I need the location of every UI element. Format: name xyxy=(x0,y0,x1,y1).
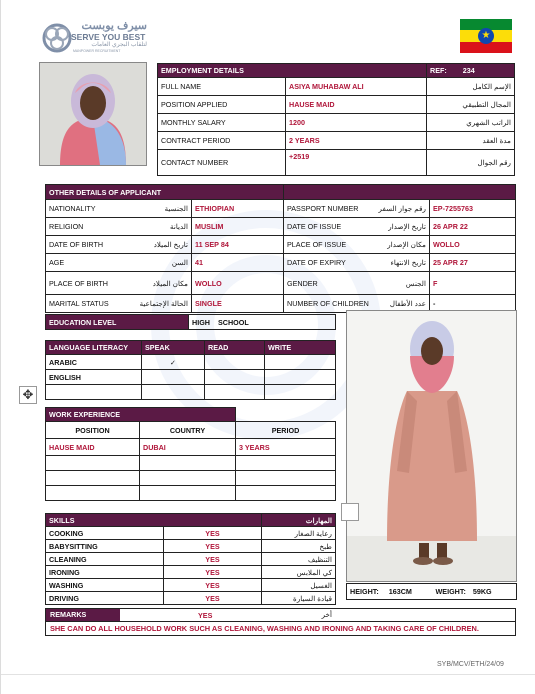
skill-ironing-arabic: كي الملابس xyxy=(262,566,336,579)
arabic-speak-check: ✓ xyxy=(142,355,205,370)
logo-company-name: SERVE YOU BEST xyxy=(71,32,146,42)
logo-subtitle-arabic: لتلقاب البجري العامات xyxy=(91,42,147,48)
position-applied-value: HAUSE MAID xyxy=(286,96,427,114)
skill-ironing-value: YES xyxy=(164,566,262,579)
applicant-portrait-photo xyxy=(39,62,147,166)
contact-number-label: CONTACT NUMBER xyxy=(158,150,286,176)
height-value: 163CM xyxy=(388,587,412,596)
employment-details-header: EMPLOYMENT DETAILS xyxy=(158,64,427,78)
logo-subtitle: MANPOWER RECRUITMENT xyxy=(73,49,121,53)
skill-babysitting-label: BABYSITTING xyxy=(46,540,164,553)
skill-babysitting-arabic: طبخ xyxy=(262,540,336,553)
language-arabic-label: ARABIC xyxy=(46,355,142,370)
skill-other-arabic: أخر xyxy=(321,610,332,619)
skill-washing-value: YES xyxy=(164,579,262,592)
education-level-value: HIGH SCHOOL xyxy=(189,315,336,330)
skill-cooking-arabic: رعاية الصغار xyxy=(262,527,336,540)
read-header: READ xyxy=(205,341,265,355)
arabic-read-cell xyxy=(205,355,265,370)
work-position-header: POSITION xyxy=(46,422,140,439)
skill-cooking-label: COOKING xyxy=(46,527,164,540)
place-of-issue-label: PLACE OF ISSUE مكان الإصدار xyxy=(284,236,430,254)
speak-header: SPEAK xyxy=(142,341,205,355)
remarks-section xyxy=(45,608,516,636)
other-details-header: OTHER DETAILS OF APPLICANT xyxy=(46,185,284,200)
skills-header-arabic: المهارات xyxy=(262,514,336,527)
date-of-issue-label: DATE OF ISSUE تاريخ الإصدار xyxy=(284,218,430,236)
height-label: HEIGHT: xyxy=(350,587,379,596)
date-of-issue-value: 26 APR 22 xyxy=(430,218,516,236)
document-code: SYB/MCV/ETH/24/09 xyxy=(437,661,504,668)
skill-driving-label: DRIVING xyxy=(46,592,164,605)
applicant-full-body-photo xyxy=(346,310,517,582)
ethiopia-flag-icon: ★ xyxy=(460,19,512,53)
place-of-birth-value: WOLLO xyxy=(192,272,284,295)
contract-period-value: 2 YEARS xyxy=(286,132,427,150)
weight-cell xyxy=(433,584,517,600)
skill-cleaning-label: CLEANING xyxy=(46,553,164,566)
english-speak-cell xyxy=(142,370,205,385)
skill-washing-label: WASHING xyxy=(46,579,164,592)
image-anchor-box[interactable] xyxy=(341,503,359,521)
skill-driving-value: YES xyxy=(164,592,262,605)
remarks-label: REMARKS xyxy=(46,609,120,621)
skill-cooking-value: YES xyxy=(164,527,262,540)
logo-arabic-text: سيرف يوبست xyxy=(81,20,147,32)
religion-label: RELIGION xyxy=(46,218,116,236)
skills-header: SKILLS xyxy=(46,514,262,527)
english-write-cell xyxy=(265,370,336,385)
passport-number-label: PASSPORT NUMBER رقم جواز السفر xyxy=(284,200,430,218)
company-logo xyxy=(39,18,149,58)
arabic-write-cell xyxy=(265,355,336,370)
contact-number-arabic: رقم الجوال xyxy=(427,150,515,176)
gender-value: F xyxy=(430,272,516,295)
ref-label: REF: xyxy=(430,66,447,75)
height-cell xyxy=(347,584,433,600)
religion-value: MUSLIM xyxy=(192,218,284,236)
work-position-value: HAUSE MAID xyxy=(46,439,140,456)
place-of-birth-arabic: مكان الميلاد xyxy=(116,272,192,295)
ref-value: 234 xyxy=(462,66,475,75)
position-applied-arabic: المجال التطبيقي xyxy=(427,96,515,114)
weight-value: 59KG xyxy=(472,587,492,596)
other-details-table xyxy=(45,184,516,313)
age-arabic: السن xyxy=(116,254,192,272)
full-name-value: ASIYA MUHABAW ALI xyxy=(286,78,427,96)
marital-status-arabic: الحالة الإجتماعية xyxy=(116,295,192,313)
place-of-birth-label: PLACE OF BIRTH xyxy=(46,272,116,295)
work-experience-table xyxy=(45,407,336,501)
write-header: WRITE xyxy=(265,341,336,355)
full-name-label: FULL NAME xyxy=(158,78,286,96)
monthly-salary-arabic: الراتب الشهري xyxy=(427,114,515,132)
language-literacy-header: LANGUAGE LITERACY xyxy=(46,341,142,355)
contract-period-arabic: مدة العقد xyxy=(427,132,515,150)
date-of-expiry-value: 25 APR 27 xyxy=(430,254,516,272)
religion-arabic: الديانة xyxy=(116,218,192,236)
number-of-children-value: - xyxy=(430,295,516,313)
remarks-text: SHE CAN DO ALL HOUSEHOLD WORK SUCH AS CLEANING, WASHING AND IRONING AND TAKING CARE OF CHILDREN. xyxy=(50,624,479,633)
skill-driving-arabic: قيادة السيارة xyxy=(262,592,336,605)
ref-cell xyxy=(427,64,515,78)
skill-other-value: YES xyxy=(198,611,213,620)
nationality-arabic: الجنسية xyxy=(116,200,192,218)
employment-details-table xyxy=(157,63,515,176)
skill-babysitting-value: YES xyxy=(164,540,262,553)
passport-number-value: EP-7255763 xyxy=(430,200,516,218)
skill-washing-arabic: الغسيل xyxy=(262,579,336,592)
work-period-header: PERIOD xyxy=(236,422,336,439)
language-table xyxy=(45,340,336,400)
table-move-handle-icon[interactable]: ✥ xyxy=(19,386,37,404)
work-country-header: COUNTRY xyxy=(140,422,236,439)
english-read-cell xyxy=(205,370,265,385)
skills-table xyxy=(45,513,336,605)
age-label: AGE xyxy=(46,254,116,272)
place-of-issue-value: WOLLO xyxy=(430,236,516,254)
position-applied-label: POSITION APPLIED xyxy=(158,96,286,114)
work-country-value: DUBAI xyxy=(140,439,236,456)
weight-label: WEIGHT: xyxy=(435,587,466,596)
education-table xyxy=(45,314,336,330)
full-name-arabic: الإسم الكامل xyxy=(427,78,515,96)
contact-number-value: +2519 xyxy=(286,150,427,176)
date-of-birth-value: 11 SEP 84 xyxy=(192,236,284,254)
language-english-label: ENGLISH xyxy=(46,370,142,385)
skill-cleaning-arabic: التنظيف xyxy=(262,553,336,566)
date-of-birth-label: DATE OF BIRTH xyxy=(46,236,116,254)
gender-label: GENDER الجنس xyxy=(284,272,430,295)
marital-status-value: SINGLE xyxy=(192,295,284,313)
number-of-children-label: NUMBER OF CHILDREN عدد الأطفال xyxy=(284,295,430,313)
monthly-salary-label: MONTHLY SALARY xyxy=(158,114,286,132)
footer-divider xyxy=(1,674,535,675)
work-period-value: 3 YEARS xyxy=(236,439,336,456)
skill-ironing-label: IRONING xyxy=(46,566,164,579)
age-value: 41 xyxy=(192,254,284,272)
monthly-salary-value: 1200 xyxy=(286,114,427,132)
education-level-label: EDUCATION LEVEL xyxy=(46,315,189,330)
date-of-birth-arabic: تاريخ الميلاد xyxy=(116,236,192,254)
date-of-expiry-label: DATE OF EXPIRY تاريخ الانتهاء xyxy=(284,254,430,272)
work-experience-header: WORK EXPERIENCE xyxy=(46,408,236,422)
skill-cleaning-value: YES xyxy=(164,553,262,566)
logo-mark-icon xyxy=(39,20,75,56)
contract-period-label: CONTRACT PERIOD xyxy=(158,132,286,150)
physical-details-table xyxy=(346,583,517,600)
marital-status-label: MARITAL STATUS xyxy=(46,295,116,313)
nationality-value: ETHIOPIAN xyxy=(192,200,284,218)
nationality-label: NATIONALITY xyxy=(46,200,116,218)
